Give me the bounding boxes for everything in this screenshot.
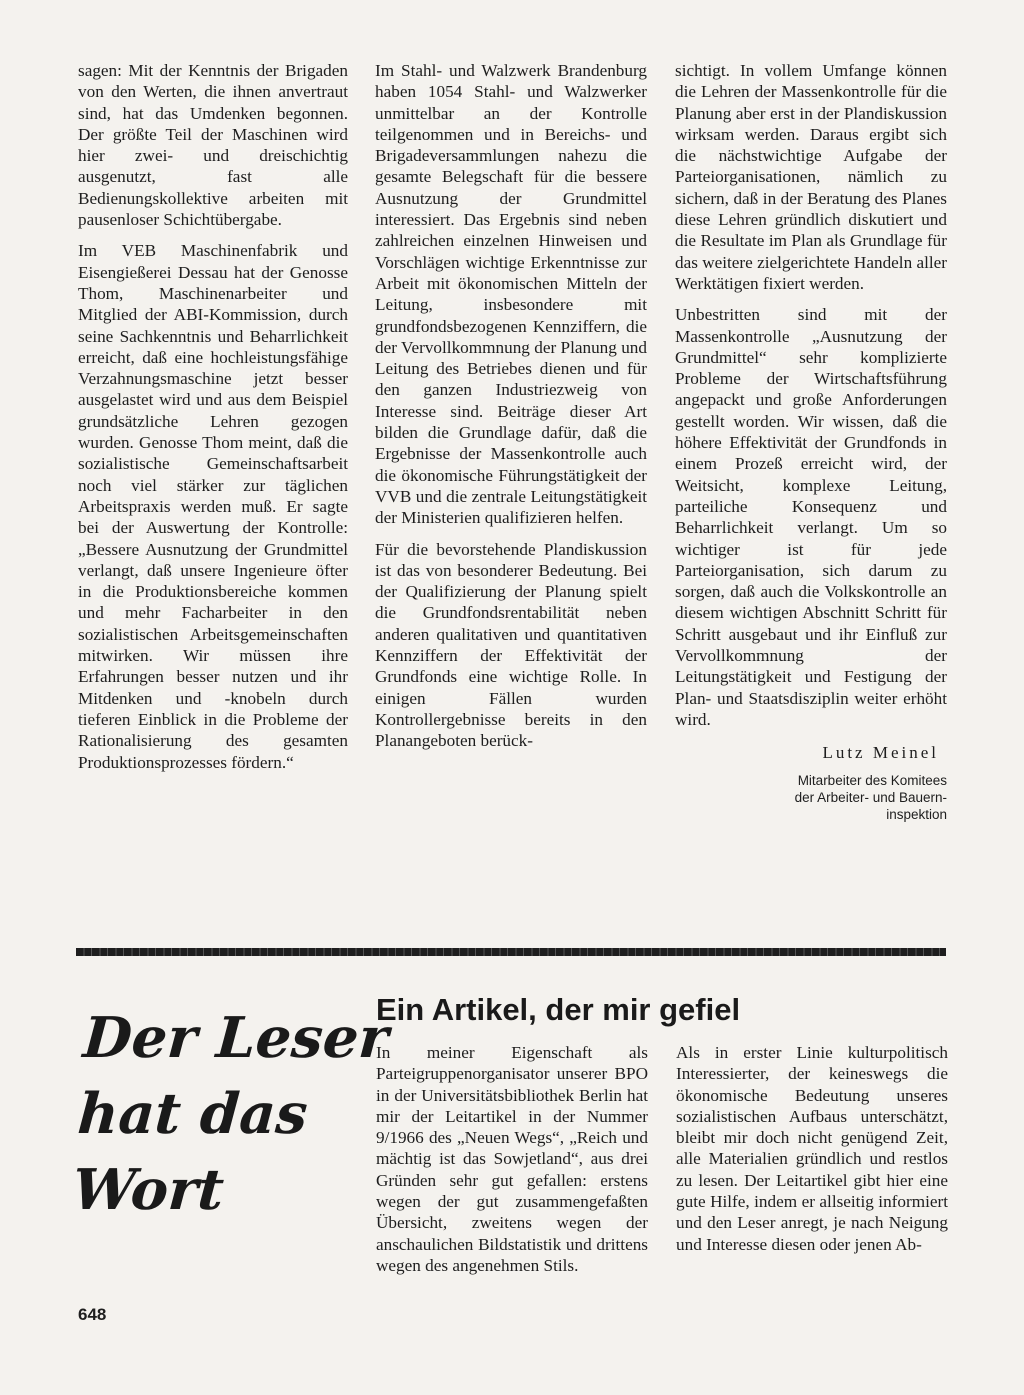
article1-column-3 — [675, 60, 947, 823]
author-role-line: der Arbeiter- und Bauern- — [794, 789, 947, 805]
paragraph: Im VEB Maschinenfabrik und Eisengießerei Dessau hat der Genosse Thom, Maschinenarbeiter und Mitglied der ABI-Kommission, durch seine Sachkenntnis und Beharrlichkeit erreicht, daß eine hochleistungsfähige Verzahnungsmaschine jetzt besser ausgelastet wird und aus dem Beispiel grundsätzliche Lehren gezogen wurden. Genosse Thom meint, daß die sozialistische Gemeinschaftsarbeit noch viel stärker zur täglichen Arbeitspraxis werden muß. Er sagte bei der Auswertung der Kontrolle: „Bessere Ausnutzung der Grundmittel verlangt, daß unsere Ingenieure öfter in die Produktionsbereiche kommen und mehr Facharbeiter in den sozialistischen Arbeitsgemeinschaften mitwirken. Wir müssen ihre Erfahrungen besser nutzen und ihr Mitdenken und -knobeln durch tieferen Einblick in die Probleme der Rationalisierung des gesamten Produktionsprozesses fördern.“ — [78, 241, 348, 772]
article2-column-1 — [376, 1042, 648, 1276]
author-name: Lutz Meinel — [822, 743, 939, 763]
article2-column-2 — [676, 1042, 948, 1255]
article1-column-1 — [78, 60, 348, 773]
section-divider-rule — [76, 948, 946, 956]
paragraph: In meiner Eigenschaft als Parteigruppenorganisator unserer BPO in der Universitätsbibliothek Berlin hat mir der Leitartikel in der Nummer 9/1966 des „Neuen Wegs“, „Reich und mächtig ist das Sowjetland“, aus drei Gründen sehr gut gefallen: erstens wegen der gut zusammengefaßten Übersicht, zweitens wegen der anschaulichen Bildstatistik und drittens wegen des angenehmen Stils. — [376, 1043, 648, 1275]
paragraph: Für die bevorstehende Plandiskussion ist das von besonderer Bedeutung. Bei der Qualifizierung der Planung spielt die Grundfondsrentabilität neben anderen qualitativen und quantitativen Kennziffern der Effektivität der Grundfonds eine wichtige Rolle. In einigen Fällen wurden Kontrollergebnisse bereits in den Planangeboten berück- — [375, 539, 647, 751]
paragraph: Unbestritten sind mit der Massenkontrolle „Ausnutzung der Grundmittel“ sehr komplizierte Probleme der Wirtschaftsführung angepackt und große Anforderungen gestellt worden. Wir wissen, daß die höhere Effektivität der Grundfonds in einem Prozeß erreicht wird, der Weitsicht, komplexe Leitung, parteiliche Konsequenz und Beharrlichkeit verlangt. Um so wichtiger ist für jede Parteiorganisation, sich darum zu sorgen, daß auch die Volkskontrolle an diesem wichtigen Abschnitt Schritt für Schritt ausgebaut und ihr Einfluß zur Vervollkommnung der Leitungstätigkeit und Festigung der Plan- und Staatsdisziplin weiter erhöht wird. — [675, 305, 947, 729]
section-title-line: Der Leser — [81, 1005, 391, 1071]
section-title-line: Wort — [70, 1157, 227, 1223]
author-role-line: Mitarbeiter des Komitees — [797, 772, 947, 788]
paragraph: sichtigt. In vollem Umfange können die Lehren der Massenkontrolle für die Planung aber erst in der Plandiskussion wirksam werden. Daraus ergibt sich die nächstwichtige Aufgabe der Parteiorganisationen, nämlich zu sichern, daß in der Beratung des Planes diese Lehren gründlich diskutiert und die Resultate im Plan als Grundlage für das weitere zielgerichtete Handeln aller Werktätigen fixiert werden. — [675, 61, 947, 293]
article1-column-2 — [375, 60, 647, 752]
page-number: 648 — [78, 1305, 107, 1324]
author-role-line: inspektion — [886, 806, 947, 822]
paragraph: Im Stahl- und Walzwerk Brandenburg haben 1054 Stahl- und Walzwerker unmittelbar an der Kontrolle teilgenommen und in Bereichs- und Brigadeversammlungen nahezu die gesamte Belegschaft für die bessere Ausnutzung der Grundmittel interessiert. Das Ergebnis sind neben zahlreichen einzelnen Hinweisen und Vorschlägen wichtige Erkenntnisse zur Arbeit mit ökonomischen Mitteln der Leitung, insbesondere mit grundfondsbezogenen Kennziffern, die der Vervollkommnung der Planung und Leitung des Betriebes dienen und für den ganzen Industriezweig von Interesse sind. Beiträge dieser Art bilden die Grundlage dafür, daß die Ergebnisse der Massenkontrolle auch die ökonomische Führungstätigkeit der VVB und die zentrale Leitungstätigkeit der Ministerien qualifizieren helfen. — [375, 61, 647, 528]
section-title-line: hat das — [75, 1081, 310, 1147]
author-role — [675, 772, 947, 823]
paragraph: Als in erster Linie kulturpolitisch Interessierter, der keineswegs die ökonomische Bedeutung unseres sozialistischen Aufbaus unterschätzt, bleibt mir doch nicht genügend Zeit, alle Materialien gründlich und restlos zu lesen. Der Leitartikel gibt hier eine gute Hilfe, indem er allseitig informiert und den Leser anregt, je nach Neigung und Interesse diesen oder jenen Ab- — [676, 1043, 948, 1254]
section-title — [70, 1000, 391, 1228]
article2-headline: Ein Artikel, der mir gefiel — [376, 992, 741, 1027]
paragraph: sagen: Mit der Kenntnis der Brigaden von den Werten, die ihnen anvertraut sind, hat das Umdenken begonnen. Der größte Teil der Maschinen wird hier zwei- und dreischichtig ausgenutzt, fast alle Bedienungskollektive arbeiten mit pausenloser Schichtübergabe. — [78, 61, 348, 230]
